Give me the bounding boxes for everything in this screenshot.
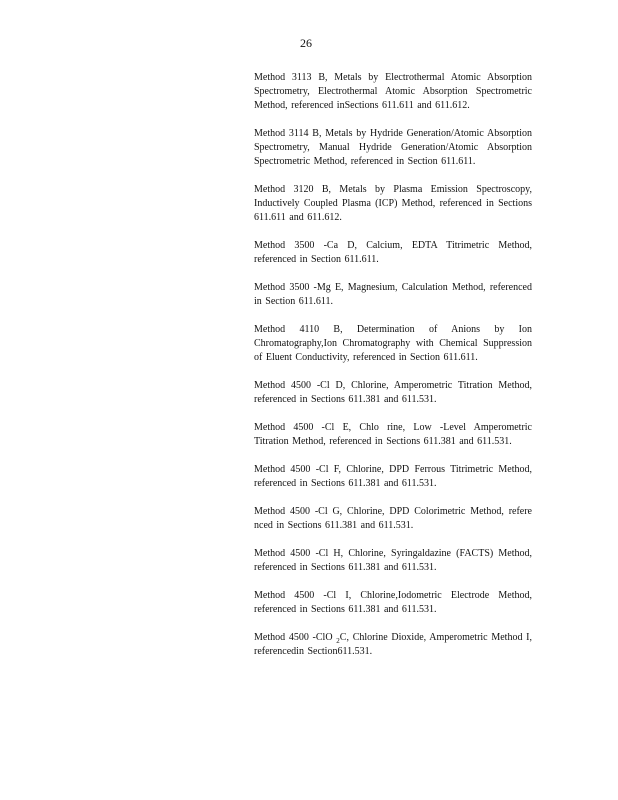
method-text-before-subscript: Method 4500 -ClO [254, 632, 337, 643]
method-paragraph: Method 3114 B, Metals by Hydride Generation/Atomic Absorption Spectrometry, Manual Hydride Generation/Atomic Absorption Spectrometric Method, referenced in Section 611.611. [254, 128, 532, 167]
method-paragraph: Method 3500 -Mg E, Magnesium, Calculation Method, referenced in Section 611.611. [254, 282, 532, 307]
method-paragraph: Method 4500 -Cl D, Chlorine, Amperometric Titration Method, referenced in Sections 611.381 and 611.531. [254, 380, 532, 405]
method-paragraph: Method 4500 -Cl I, Chlorine,Iodometric Electrode Method, referenced in Sections 611.381 and 611.531. [254, 590, 532, 615]
page-number: 26 [300, 36, 312, 50]
method-paragraph: Method 3120 B, Metals by Plasma Emission Spectroscopy, Inductively Coupled Plasma (ICP) Method, referenced in Sections 611.611 and 611.612. [254, 184, 532, 223]
method-paragraph: Method 4110 B, Determination of Anions by Ion Chromatography,Ion Chromatography with Chemical Suppression of Eluent Conductivity, referenced in Section 611.611. [254, 324, 532, 363]
method-paragraph: Method 3500 -Ca D, Calcium, EDTA Titrimetric Method, referenced in Section 611.611. [254, 240, 532, 265]
method-paragraph: Method 4500 -Cl G, Chlorine, DPD Colorimetric Method, refere nced in Sections 611.381 and 611.531. [254, 506, 532, 531]
subscript-text: 2 [336, 637, 340, 645]
method-list [254, 71, 532, 673]
method-text-after-subscript: C, Chlorine Dioxide, Amperometric Method I, referencedin Section611.531. [254, 632, 532, 657]
method-paragraph-chlorine-dioxide [254, 631, 532, 659]
method-paragraph: Method 4500 -Cl H, Chlorine, Syringaldazine (FACTS) Method, referenced in Sections 611.381 and 611.531. [254, 548, 532, 573]
method-paragraph: Method 4500 -Cl E, Chlo rine, Low -Level Amperometric Titration Method, referenced in Sections 611.381 and 611.531. [254, 422, 532, 447]
method-paragraph: Method 4500 -Cl F, Chlorine, DPD Ferrous Titrimetric Method, referenced in Sections 611.381 and 611.531. [254, 464, 532, 489]
method-paragraph: Method 3113 B, Metals by Electrothermal Atomic Absorption Spectrometry, Electrothermal Atomic Absorption Spectrometric Method, referenced inSections 611.611 and 611.612. [254, 72, 532, 111]
